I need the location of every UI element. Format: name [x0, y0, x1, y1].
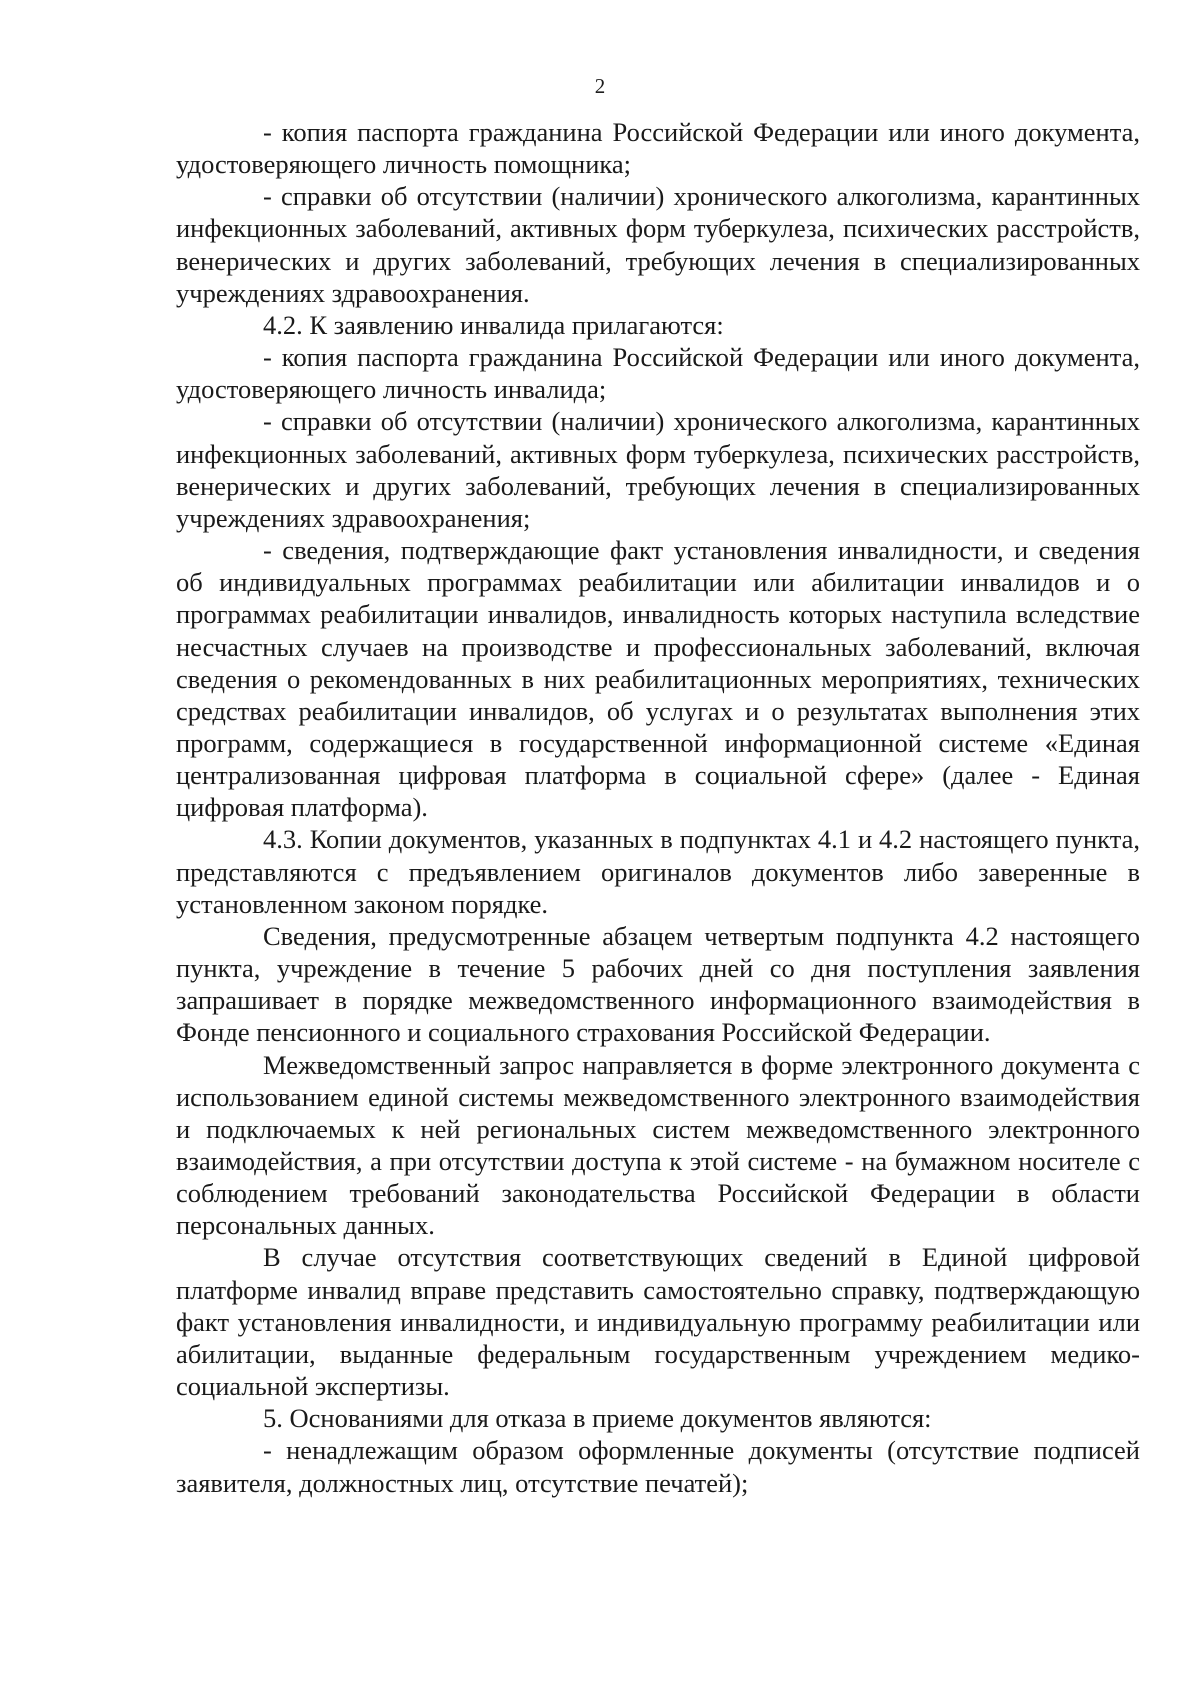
paragraph-disabled-passport: - копия паспорта гражданина Российской Федерации или иного документа, удостоверяющего личность инвалида; — [176, 342, 1140, 405]
paragraph-interagency-request: Межведомственный запрос направляется в форме электронного документа с использованием единой системы межведомственного электронного взаимодействия и подключаемых к ней региональных систем межведомственного электронного взаимодействия, а при отсутствии доступа к этой системе - на бумажном носителе с соблюдением требований законодательства Российской Федерации в области персональных данных. — [176, 1049, 1140, 1241]
paragraph-helper-passport: - копия паспорта гражданина Российской Федерации или иного документа, удостоверяющего личность помощника; — [176, 117, 1140, 180]
paragraph-disability-information: - сведения, подтверждающие факт установления инвалидности, и сведения об индивидуальных программах реабилитации или абилитации инвалидов и о программах реабилитации инвалидов, инвалидность которых наступила вследствие несчастных случаев на производстве и профессиональных заболеваний, включая сведения о рекомендованных в них реабилитационных мероприятиях, технических средствах реабилитации инвалидов, об услугах и о результатах выполнения этих программ, содержащиеся в государственной информационной системе «Единая централизованная цифровая платформа в социальной сфере» (далее - Единая цифровая платформа). — [176, 535, 1140, 823]
paragraph-helper-medical-certificates: - справки об отсутствии (наличии) хронического алкоголизма, карантинных инфекционных заболеваний, активных форм туберкулеза, психических расстройств, венерических и других заболеваний, требующих лечения в специализированных учреждениях здравоохранения. — [176, 181, 1140, 308]
paragraph-clause-4-2: 4.2. К заявлению инвалида прилагаются: — [263, 309, 724, 340]
paragraph-missing-information: В случае отсутствия соответствующих сведений в Единой цифровой платформе инвалид вправе представить самостоятельно справку, подтверждающую факт установления инвалидности, и индивидуальную программу реабилитации или абилитации, выданные федеральным государственным учреждением медико-социальной экспертизы. — [176, 1242, 1140, 1402]
document-body — [176, 116, 1140, 1499]
paragraph-clause-4-3: 4.3. Копии документов, указанных в подпунктах 4.1 и 4.2 настоящего пункта, представляются с предъявлением оригиналов документов либо заверенные в установленном законом порядке. — [176, 824, 1140, 919]
paragraph-disabled-medical-certificates: - справки об отсутствии (наличии) хронического алкоголизма, карантинных инфекционных заболеваний, активных форм туберкулеза, психических расстройств, венерических и других заболеваний, требующих лечения в специализированных учреждениях здравоохранения; — [176, 406, 1140, 533]
paragraph-clause-5: 5. Основаниями для отказа в приеме документов являются: — [263, 1403, 932, 1434]
paragraph-information-request: Сведения, предусмотренные абзацем четвертым подпункта 4.2 настоящего пункта, учреждение в течение 5 рабочих дней со дня поступления заявления запрашивает в порядке межведомственного информационного взаимодействия в Фонде пенсионного и социального страхования Российской Федерации. — [176, 920, 1140, 1048]
paragraph-improper-documents: - ненадлежащим образом оформленные документы (отсутствие подписей заявителя, должностных лиц, отсутствие печатей); — [176, 1435, 1140, 1498]
page-number: 2 — [594, 74, 606, 98]
